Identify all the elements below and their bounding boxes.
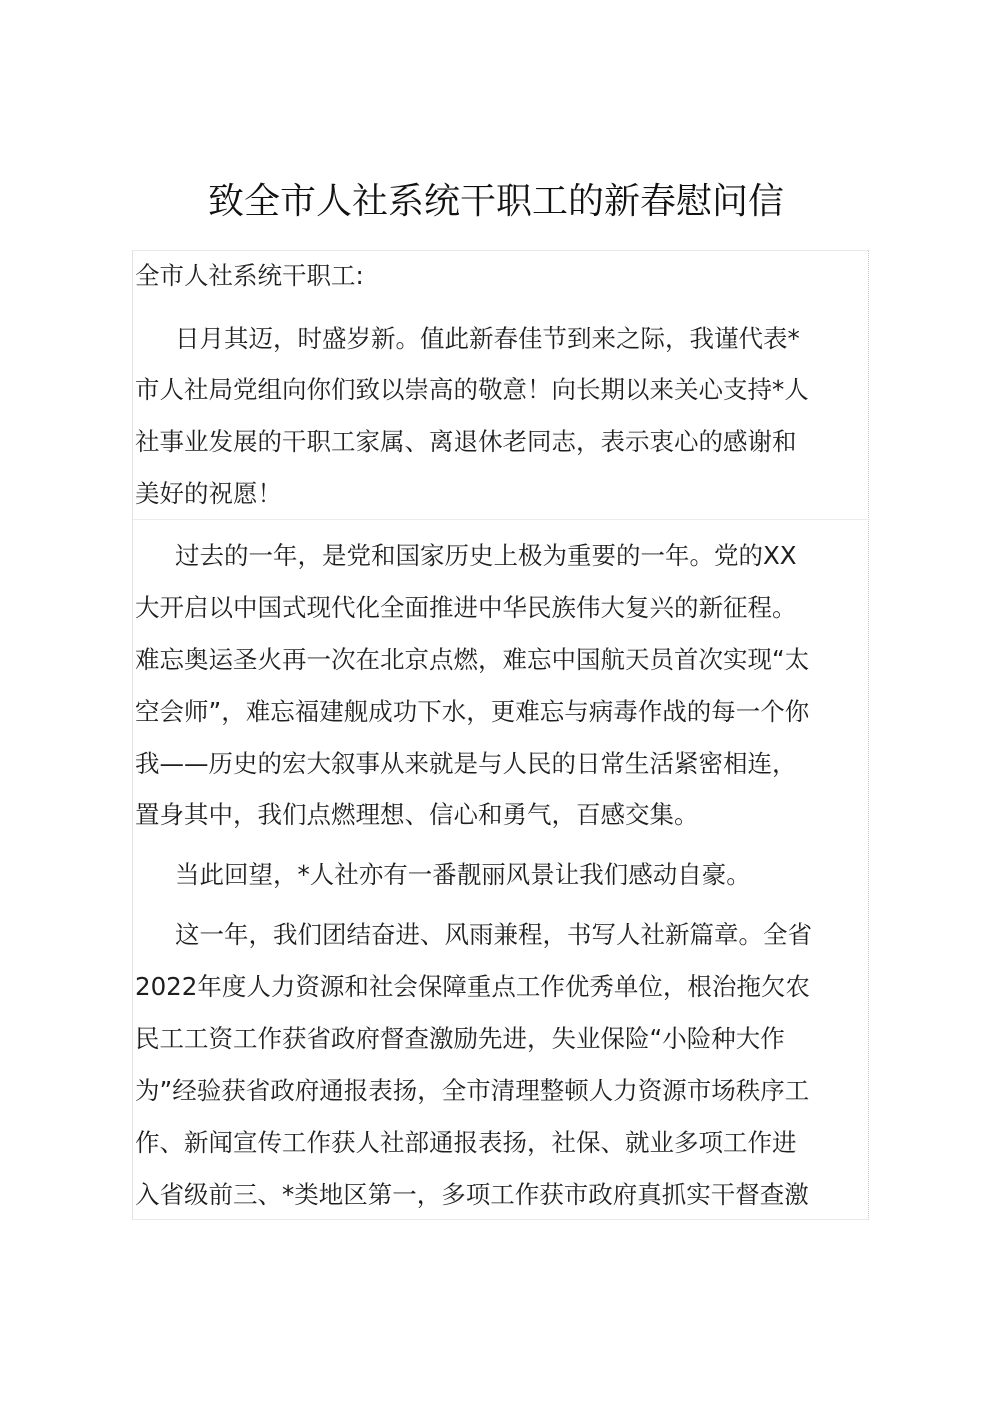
- text-line: 为”经验获省政府通报表扬，全市清理整顿人力资源市场秩序工: [135, 1076, 810, 1105]
- text-line: 民工工资工作获省政府督查激励先进，失业保险“小险种大作: [135, 1024, 785, 1053]
- text-line: 空会师”，难忘福建舰成功下水，更难忘与病毒作战的每一个你: [135, 697, 810, 726]
- text-line: 市人社局党组向你们致以崇高的敬意！向长期以来关心支持*人: [135, 375, 809, 404]
- text-line: 我——历史的宏大叙事从来就是与人民的日常生活紧密相连，: [135, 749, 797, 778]
- text-line: 作、新闻宣传工作获人社部通报表扬，社保、就业多项工作进: [135, 1128, 797, 1157]
- text-line: 社事业发展的干职工家属、离退休老同志，表示衷心的感谢和: [135, 427, 797, 456]
- text-line: 这一年，我们团结奋进、风雨兼程，书写人社新篇章。全省: [175, 920, 812, 949]
- paragraph-divider: [133, 519, 870, 520]
- text-line: 置身其中，我们点燃理想、信心和勇气，百感交集。: [135, 800, 699, 829]
- salutation-line: 全市人社系统干职工:: [135, 261, 364, 290]
- text-line: 2022年度人力资源和社会保障重点工作优秀单位，根治拖欠农: [135, 972, 810, 1001]
- text-line: 难忘奥运圣火再一次在北京点燃，难忘中国航天员首次实现“太: [135, 645, 810, 674]
- letter-body: [132, 250, 869, 1220]
- text-line: 大开启以中国式现代化全面推进中华民族伟大复兴的新征程。: [135, 593, 797, 622]
- text-line: 美好的祝愿！: [135, 479, 282, 508]
- text-line: 日月其迈，时盛岁新。值此新春佳节到来之际，我谨代表*: [175, 324, 800, 353]
- text-line: 过去的一年，是党和国家历史上极为重要的一年。党的XX: [175, 541, 797, 570]
- text-line: 入省级前三、*类地区第一，多项工作获市政府真抓实干督查激: [135, 1180, 809, 1209]
- text-line: 当此回望，*人社亦有一番靓丽风景让我们感动自豪。: [175, 860, 751, 889]
- document-title: 致全市人社系统干职工的新春慰问信: [207, 181, 784, 222]
